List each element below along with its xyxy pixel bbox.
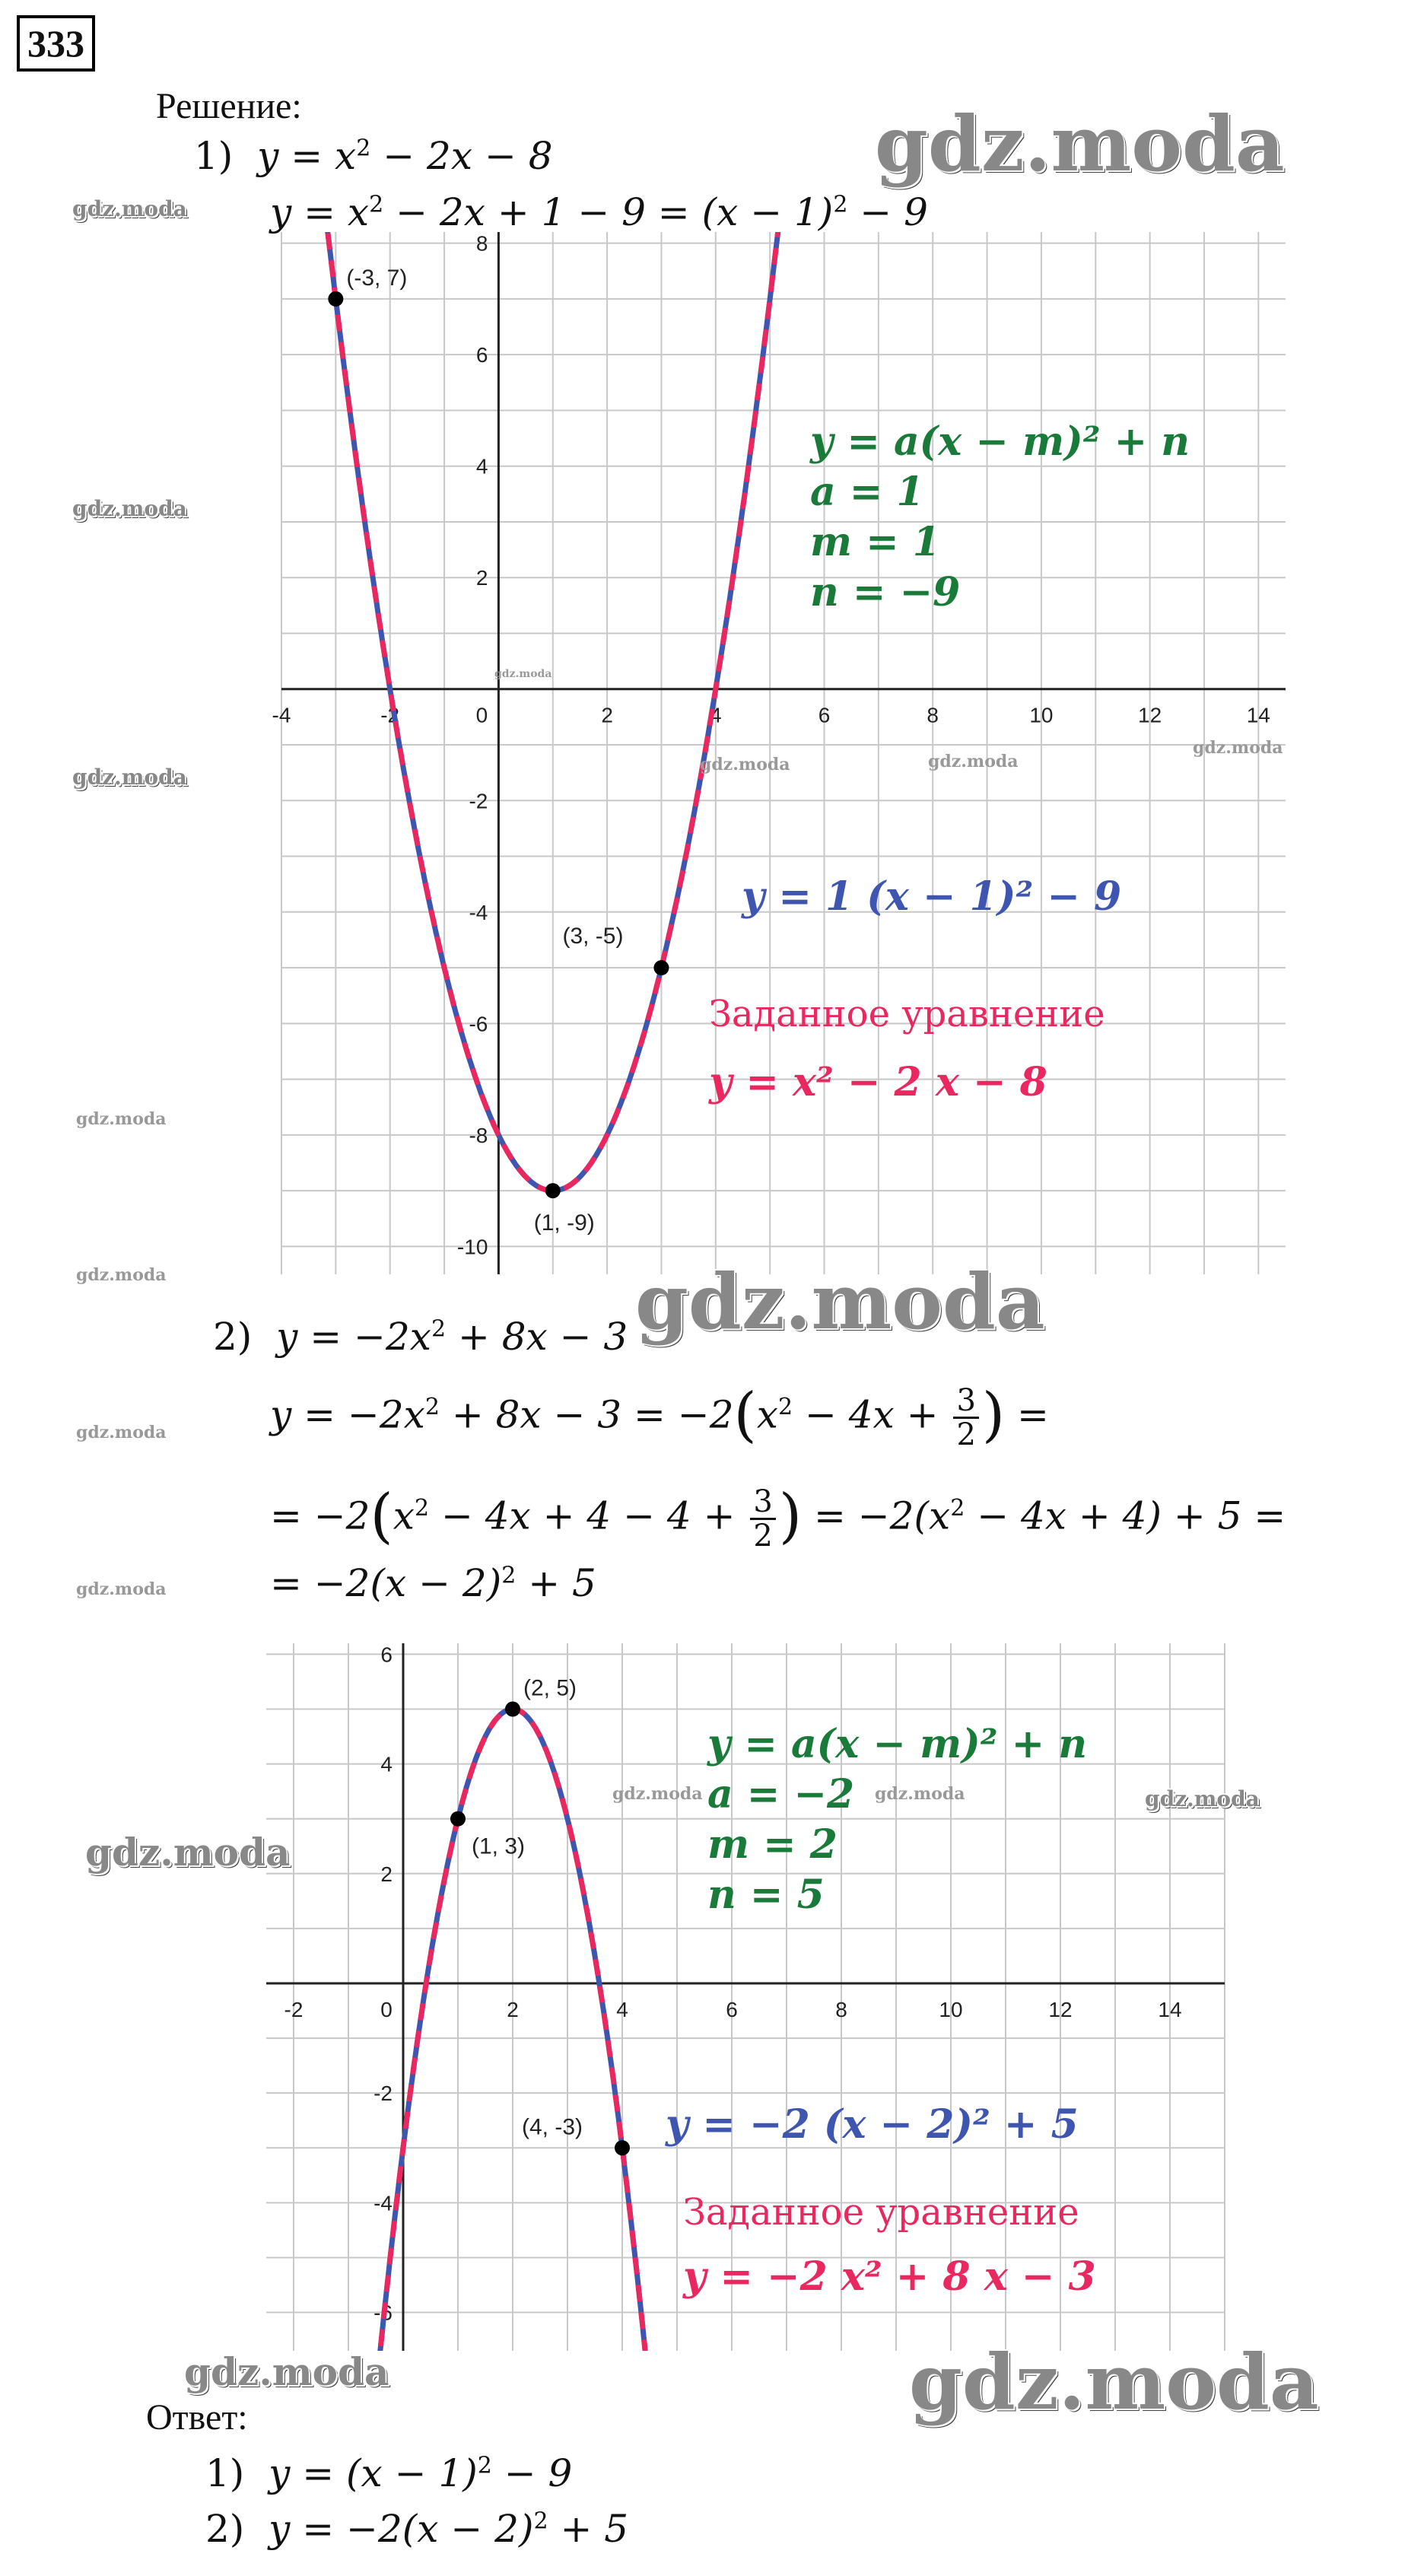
chart-1-a-value: a = 1	[810, 469, 924, 515]
watermark: gdz.moda	[700, 755, 790, 774]
x-tick-label: 0	[475, 703, 488, 727]
watermark: gdz.moda	[494, 668, 552, 680]
watermark: gdz.moda	[72, 765, 187, 790]
x-tick-label: 6	[726, 1997, 738, 2021]
chart-1-vertex-form	[810, 417, 1190, 618]
chart-1-m-value: m = 1	[810, 519, 940, 565]
chart-2-n-value: n = 5	[707, 1872, 825, 1918]
point-label: (2, 5)	[523, 1675, 577, 1701]
watermark: gdz.moda	[635, 1257, 1045, 1347]
data-point	[545, 1183, 561, 1198]
data-point	[450, 1811, 466, 1827]
answer-2: 2) $y = -2(x - 2)^2 + 5$	[205, 2507, 629, 2551]
watermark: gdz.moda	[72, 196, 187, 221]
x-tick-label: 0	[380, 1997, 393, 2021]
y-tick-label: -4	[469, 900, 488, 924]
answer-1: 1) $y = (x - 1)^2 - 9$	[205, 2451, 573, 2495]
data-point	[653, 960, 669, 975]
x-tick-label: 10	[1029, 703, 1054, 727]
x-tick-label: 10	[939, 1997, 963, 2021]
x-tick-label: 12	[1138, 703, 1162, 727]
chart-1-given-label: Заданное уравнение	[709, 993, 1105, 1035]
chart-2-general-form: y = a(x − m)² + n	[707, 1721, 1088, 1767]
y-tick-label: -8	[469, 1123, 488, 1147]
watermark: gdz.moda	[909, 2337, 1319, 2427]
y-tick-label: -6	[469, 1012, 488, 1036]
watermark: gdz.moda	[612, 1784, 703, 1804]
x-tick-label: 12	[1048, 1997, 1073, 2021]
part2-equation-1: 2) $y = -2x^2 + 8x - 3$	[213, 1315, 628, 1359]
y-tick-label: 2	[475, 566, 488, 590]
point-label: (4, -3)	[522, 2114, 583, 2140]
chart-1-grid	[281, 232, 1286, 1274]
point-label: (1, -9)	[533, 1210, 595, 1236]
y-tick-label: 6	[475, 343, 488, 367]
chart-2-blue-equation: y = −2 (x − 2)² + 5	[666, 2101, 1079, 2148]
x-tick-label: 8	[927, 703, 939, 727]
x-tick-label: -2	[284, 1997, 304, 2021]
watermark: gdz.moda	[76, 1423, 167, 1442]
x-tick-label: 4	[710, 703, 722, 727]
watermark: gdz.moda	[76, 1265, 167, 1285]
problem-number-badge: 333	[17, 15, 95, 72]
part2-equation-3: = $-2(x^2 - 4x + 4 - 4$ + $\frac{3}{2}$ ) = $-2(x^2 - 4x + 4) + 5$ =	[270, 1482, 1286, 1554]
x-tick-label: 2	[507, 1997, 519, 2021]
watermark: gdz.moda	[928, 752, 1019, 771]
y-tick-label: 4	[475, 454, 488, 479]
y-tick-label: -6	[373, 2301, 393, 2325]
y-tick-label: -2	[373, 2081, 393, 2106]
data-point	[328, 291, 343, 307]
watermark: gdz.moda	[85, 1830, 291, 1875]
watermark: gdz.moda	[875, 1784, 965, 1804]
y-tick-label: 2	[380, 1862, 393, 1886]
x-tick-label: -2	[380, 703, 400, 727]
y-tick-label: -4	[373, 2191, 393, 2215]
part1-equation-2: $y = x^2 - 2x + 1 - 9 = (x - 1)^2 - 9$	[270, 190, 928, 234]
chart-1-blue-equation: y = 1 (x − 1)² − 9	[742, 873, 1122, 920]
x-tick-label: 8	[835, 1997, 847, 2021]
chart-2-given-label: Заданное уравнение	[683, 2191, 1079, 2234]
watermark: gdz.moda	[76, 1579, 167, 1599]
x-tick-label: -4	[272, 703, 291, 727]
chart-1-given-equation: y = x² − 2 x − 8	[709, 1059, 1047, 1105]
chart-1-n-value: n = −9	[810, 569, 961, 615]
watermark: gdz.moda	[184, 2349, 389, 2394]
y-tick-label: 6	[380, 1643, 393, 1667]
watermark: gdz.moda	[76, 1109, 167, 1129]
watermark: gdz.moda	[1145, 1786, 1260, 1811]
point-label: (-3, 7)	[346, 265, 408, 291]
chart-2-m-value: m = 2	[707, 1821, 838, 1868]
x-tick-label: 14	[1158, 1997, 1182, 2021]
part1-equation-1: 1) $y = x^2 - 2x - 8$	[194, 134, 553, 178]
chart-2-points	[450, 1676, 630, 2156]
y-tick-label: -10	[456, 1235, 488, 1259]
x-tick-label: 4	[616, 1997, 628, 2021]
chart-2-vertex-form	[707, 1719, 1087, 1920]
data-point	[615, 2140, 630, 2155]
part2-equation-2: $y = -2x^2 + 8x - 3 = -2(x^2 - 4x$ + $\frac{3}{2}$ ) =	[270, 1381, 1049, 1453]
x-tick-label: 6	[818, 703, 831, 727]
y-tick-label: 4	[380, 1752, 393, 1776]
watermark: gdz.moda	[875, 99, 1285, 189]
y-tick-label: 8	[475, 231, 488, 256]
part2-equation-4: = $-2(x - 2)^2 + 5$	[270, 1561, 596, 1605]
chart-1-general-form: y = a(x − m)² + n	[810, 418, 1190, 465]
watermark: gdz.moda	[72, 496, 187, 521]
data-point	[505, 1702, 520, 1717]
x-tick-label: 14	[1246, 703, 1270, 727]
chart-2-a-value: a = −2	[707, 1771, 855, 1818]
solution-label: Решение:	[156, 86, 302, 126]
y-tick-label: -2	[469, 789, 488, 813]
chart-1-axes	[281, 232, 1286, 1274]
answer-label: Ответ:	[146, 2397, 248, 2438]
chart-2-given-equation: y = −2 x² + 8 x − 3	[683, 2253, 1096, 2300]
watermark: gdz.moda	[1193, 738, 1283, 758]
point-label: (1, 3)	[472, 1833, 526, 1859]
chart-1	[272, 231, 1286, 1274]
point-label: (3, -5)	[562, 924, 624, 949]
x-tick-label: 2	[601, 703, 613, 727]
